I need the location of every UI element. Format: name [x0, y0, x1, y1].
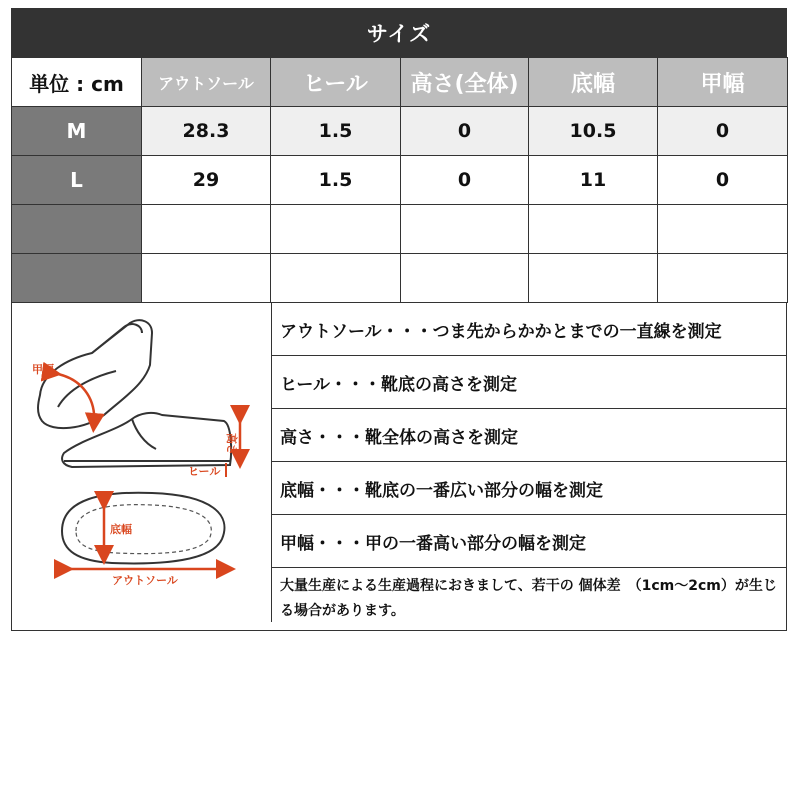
- definition-heel: ヒール・・・靴底の高さを測定: [272, 356, 786, 409]
- disclaimer-note: 大量生産による生産過程におきまして、若干の 個体差 （1cm～2cm）が生じる場合があります。: [280, 578, 777, 619]
- table-cell-empty: [658, 205, 788, 254]
- table-cell-empty: [271, 254, 401, 303]
- size-label: M: [12, 107, 142, 156]
- definitions-list: [272, 303, 786, 630]
- shoe-illustration: [12, 303, 272, 622]
- size-label-empty: [12, 205, 142, 254]
- table-cell-empty: [529, 205, 658, 254]
- shoe-diagram: [12, 303, 271, 622]
- table-cell: 10.5: [529, 107, 658, 156]
- size-table: [11, 57, 788, 303]
- size-label: L: [12, 156, 142, 205]
- table-header-row: [12, 58, 788, 107]
- header-height: 高さ(全体): [401, 58, 529, 107]
- table-cell-empty: [271, 205, 401, 254]
- table-row: [12, 156, 788, 205]
- instep-label: 甲幅: [32, 363, 54, 376]
- table-cell: 0: [658, 107, 788, 156]
- table-row-empty: [12, 254, 788, 303]
- table-cell: 0: [401, 156, 529, 205]
- header-outsole: アウトソール: [142, 58, 271, 107]
- definition-height: 高さ・・・靴全体の高さを測定: [272, 409, 786, 462]
- table-cell-empty: [658, 254, 788, 303]
- header-heel: ヒール: [271, 58, 401, 107]
- table-cell: 28.3: [142, 107, 271, 156]
- table-row: [12, 107, 788, 156]
- sole-width-label: 底幅: [110, 523, 132, 536]
- table-cell: 1.5: [271, 107, 401, 156]
- size-label-empty: [12, 254, 142, 303]
- size-chart-title: サイズ: [11, 8, 787, 57]
- table-cell-empty: [529, 254, 658, 303]
- heel-label: ヒール: [188, 465, 221, 478]
- definition-outsole: アウトソール・・・つま先からかかとまでの一直線を測定: [272, 303, 786, 356]
- unit-label: 単位 : cm: [12, 58, 142, 107]
- table-cell-empty: [401, 205, 529, 254]
- table-cell-empty: [142, 254, 271, 303]
- size-chart: [11, 8, 787, 631]
- table-cell: 0: [401, 107, 529, 156]
- table-cell: 29: [142, 156, 271, 205]
- shoe-sole-icon: [62, 493, 224, 564]
- measurement-guide: [11, 303, 787, 631]
- table-row-empty: [12, 205, 788, 254]
- table-cell-empty: [142, 205, 271, 254]
- height-label: 高さ: [225, 433, 238, 455]
- header-instep-width: 甲幅: [658, 58, 788, 107]
- header-sole-width: 底幅: [529, 58, 658, 107]
- table-cell: 0: [658, 156, 788, 205]
- definition-sole-width: 底幅・・・靴底の一番広い部分の幅を測定: [272, 462, 786, 515]
- definition-instep-width: 甲幅・・・甲の一番高い部分の幅を測定: [272, 515, 786, 568]
- table-cell: 11: [529, 156, 658, 205]
- table-cell-empty: [401, 254, 529, 303]
- table-cell: 1.5: [271, 156, 401, 205]
- outsole-label: アウトソール: [112, 574, 178, 587]
